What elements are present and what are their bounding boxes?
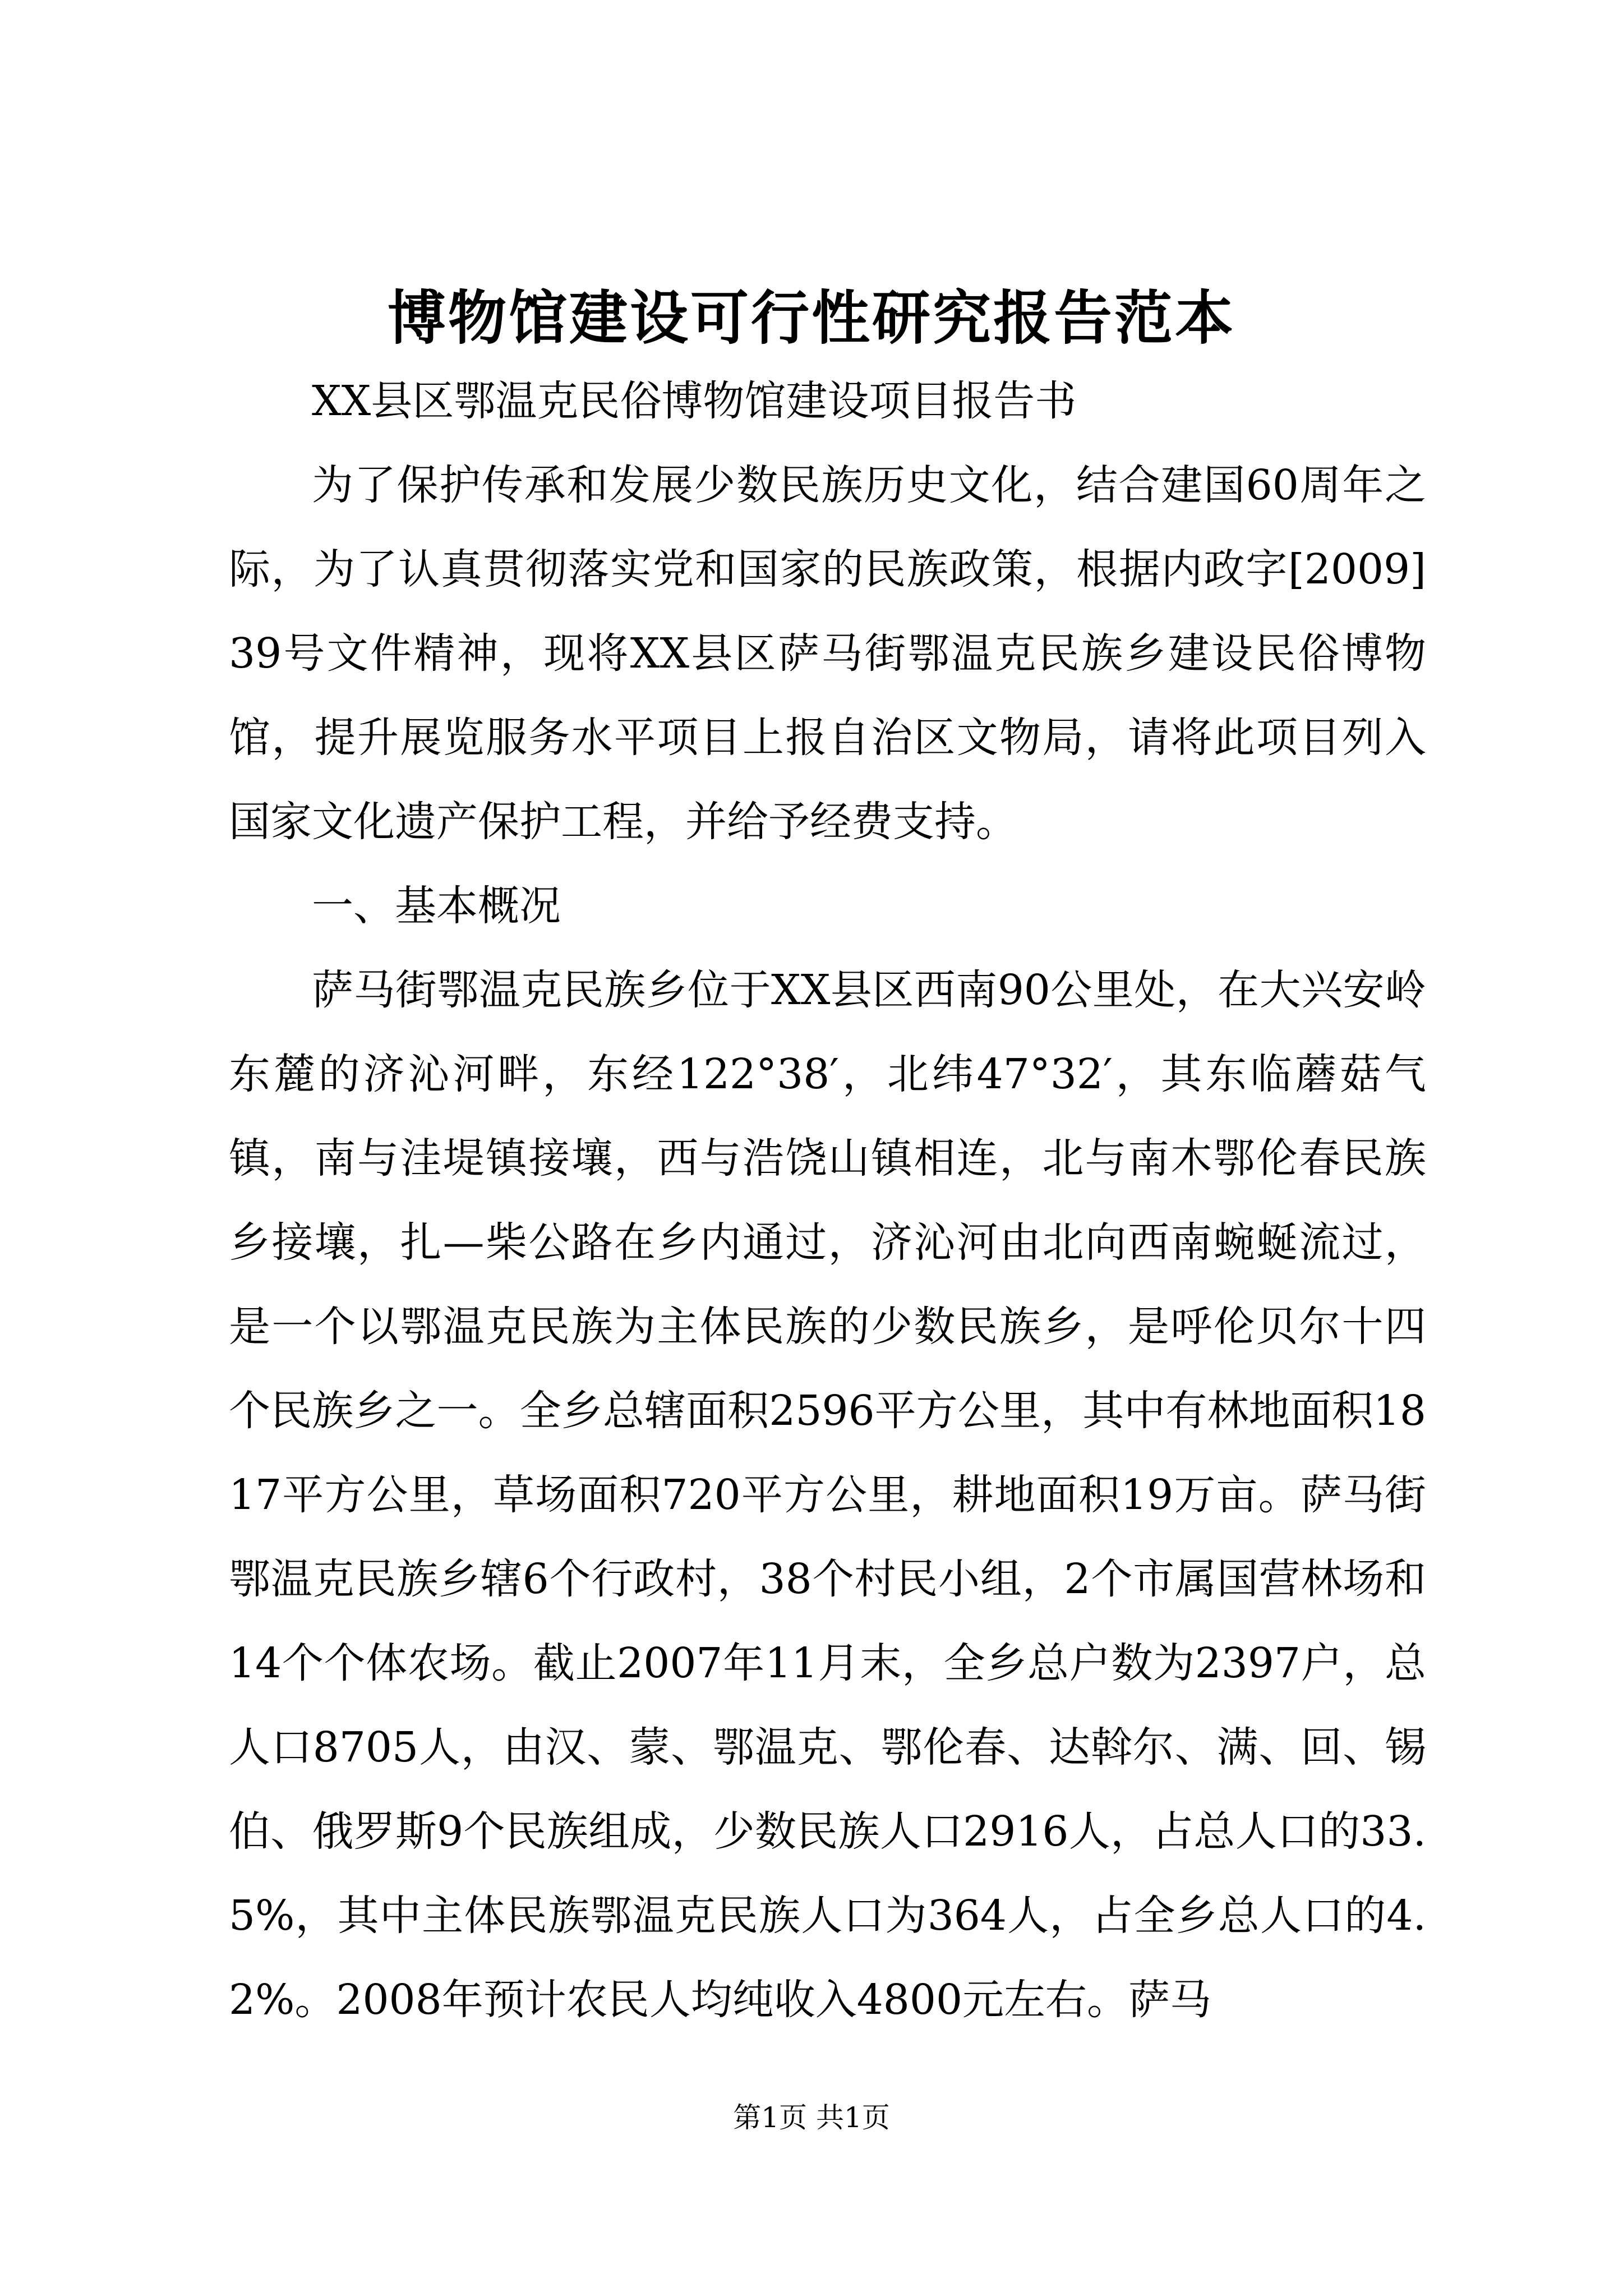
report-subtitle: XX县区鄂温克民俗博物馆建设项目报告书: [312, 377, 1077, 425]
intro-paragraph: 为了保护传承和发展少数民族历史文化，结合建国60周年之际，为了认真贯彻落实党和国家的民族政策，根据内政字[2009]39号文件精神，现将XX县区萨马街鄂温克民族乡建设民俗博物馆，提升展览服务水平项目上报自治区文物局，请将此项目列入国家文化遗产保护工程，并给予经费支持。: [229, 461, 1426, 846]
document-body: [229, 359, 1426, 2042]
document-title: 博物馆建设可行性研究报告范本: [387, 283, 1235, 352]
overview-paragraph: 萨马街鄂温克民族乡位于XX县区西南90公里处，在大兴安岭东麓的济沁河畔，东经122°38′，北纬47°32′，其东临蘑菇气镇，南与洼堤镇接壤，西与浩饶山镇相连，北与南木鄂伦春民族乡接壤，扎—柴公路在乡内通过，济沁河由北向西南蜿蜒流过，是一个以鄂温克民族为主体民族的少数民族乡，是呼伦贝尔十四个民族乡之一。全乡总辖面积2596平方公里，其中有林地面积1817平方公里，草场面积720平方公里，耕地面积19万亩。萨马街鄂温克民族乡辖6个行政村，38个村民小组，2个市属国营林场和14个个体农场。截止2007年11月末，全乡总户数为2397户，总人口8705人，由汉、蒙、鄂温克、鄂伦春、达斡尔、满、回、锡伯、俄罗斯9个民族组成，少数民族人口2916人，占总人口的33.5%，其中主体民族鄂温克民族人口为364人，占全乡总人口的4.2%。2008年预计农民人均纯收入4800元左右。萨马: [229, 966, 1426, 2024]
page-footer: 第1页 共1页: [733, 2101, 890, 2134]
section-heading: 一、基本概况: [312, 882, 561, 930]
